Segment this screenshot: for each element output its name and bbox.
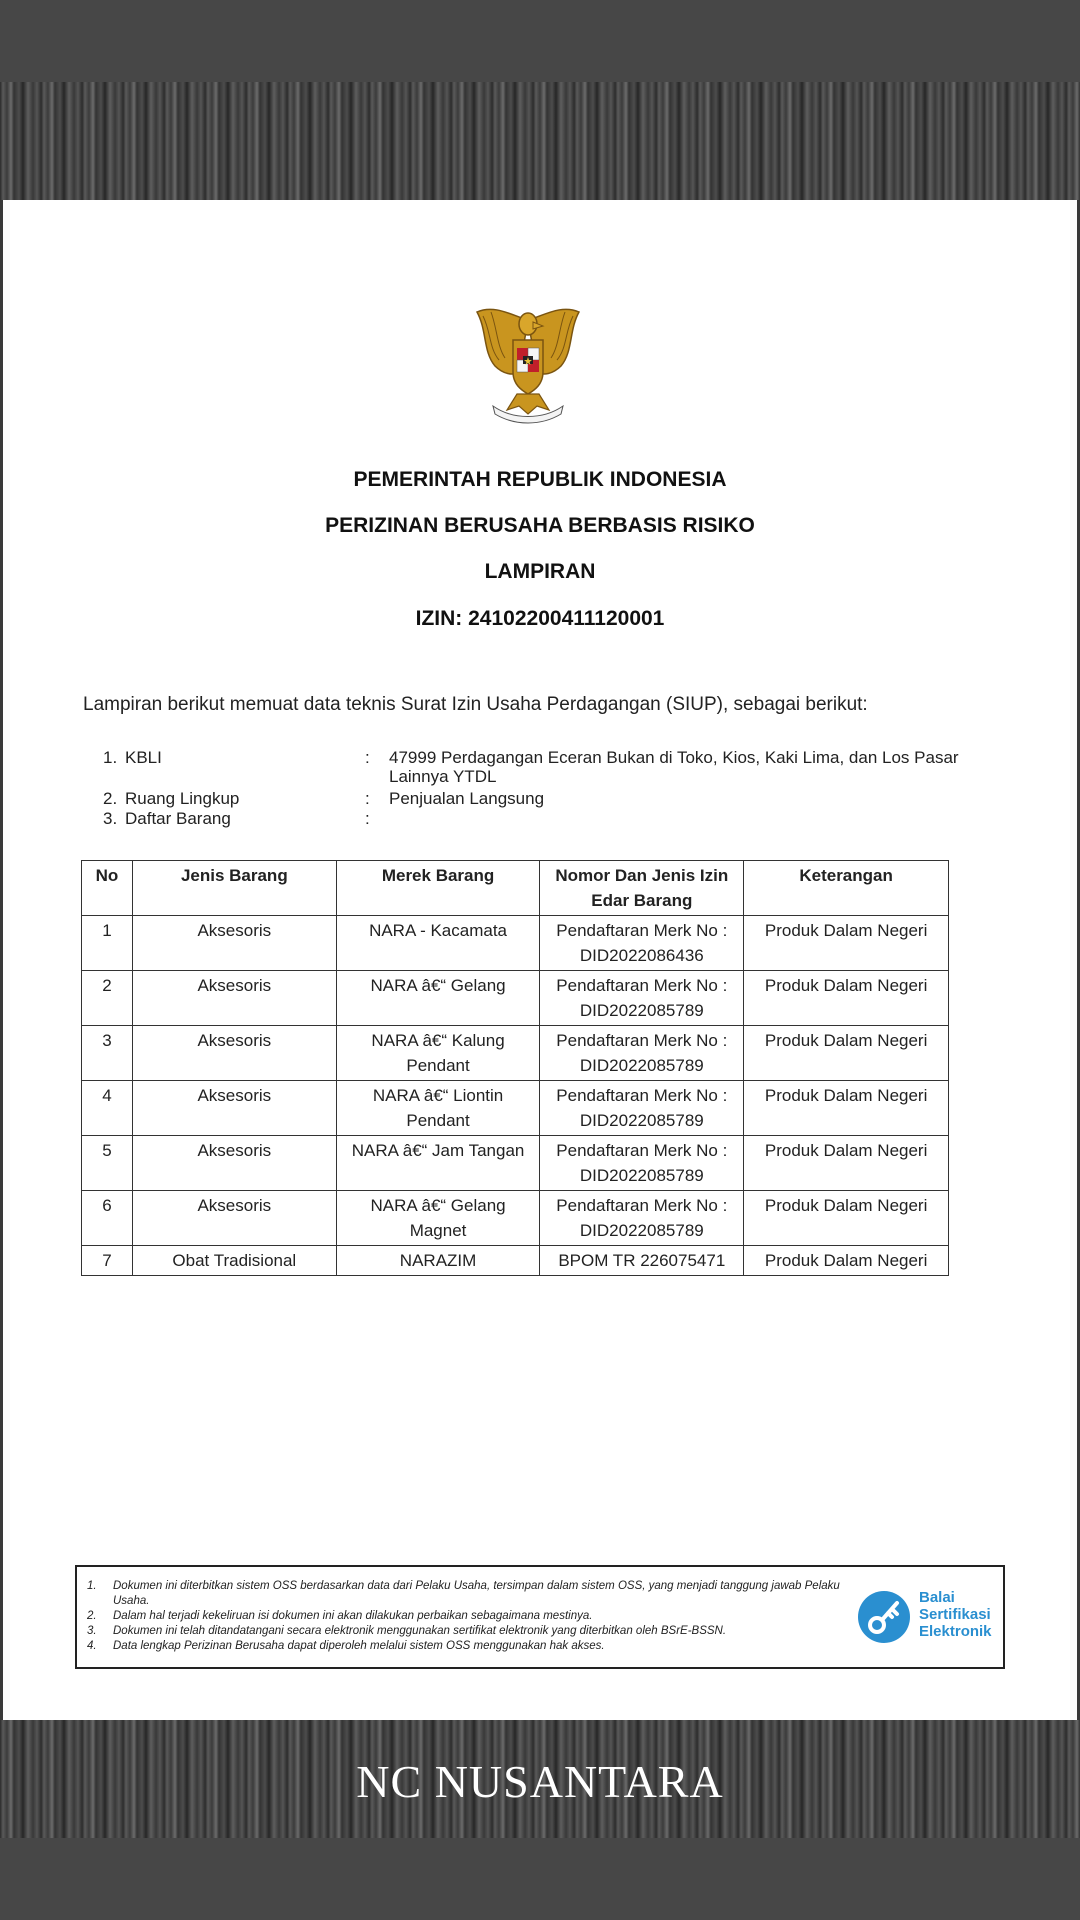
cell-merek: NARA â€“ Gelang Magnet <box>336 1191 540 1246</box>
garuda-emblem-icon <box>473 302 583 428</box>
note-text: Dalam hal terjadi kekeliruan isi dokumen ini akan dilakukan perbaikan sebagaimana mestinya. <box>113 1610 593 1622</box>
footer-note <box>87 1609 847 1624</box>
cell-no: 5 <box>82 1136 133 1191</box>
info-item-colon: : <box>365 748 370 767</box>
attachment-title: LAMPIRAN <box>484 560 596 583</box>
cell-jenis: Aksesoris <box>132 1081 336 1136</box>
cell-merek: NARAZIM <box>336 1246 540 1276</box>
permit-title: PERIZINAN BERUSAHA BERBASIS RISIKO <box>325 514 755 537</box>
cell-jenis: Obat Tradisional <box>132 1246 336 1276</box>
cell-no: 6 <box>82 1191 133 1246</box>
table-row <box>82 1246 949 1276</box>
cell-keterangan: Produk Dalam Negeri <box>744 1136 949 1191</box>
note-text: Dokumen ini diterbitkan sistem OSS berdasarkan data dari Pelaku Usaha, tersimpan dalam sistem OSS, yang menjadi tanggung jawab Pelaku Usaha. <box>113 1580 840 1607</box>
table-row <box>82 1026 949 1081</box>
cell-no: 1 <box>82 916 133 971</box>
info-item-number: 2. <box>103 789 118 808</box>
info-item-colon: : <box>365 809 370 828</box>
cell-keterangan: Produk Dalam Negeri <box>744 916 949 971</box>
note-text: Dokumen ini telah ditandatangani secara elektronik menggunakan sertifikat elektronik yang diterbitkan oleh BSrE-BSSN. <box>113 1625 727 1637</box>
cell-izin: Pendaftaran Merk No : DID2022085789 <box>540 1191 744 1246</box>
header-merek-barang: Merek Barang <box>336 861 540 916</box>
info-item-label: KBLI <box>125 748 162 767</box>
info-item-value: Penjualan Langsung <box>389 789 545 808</box>
cell-jenis: Aksesoris <box>132 1136 336 1191</box>
header-keterangan: Keterangan <box>744 861 949 916</box>
table-row <box>82 1136 949 1191</box>
cell-jenis: Aksesoris <box>132 971 336 1026</box>
cell-no: 7 <box>82 1246 133 1276</box>
footer-notes-box <box>75 1565 1005 1669</box>
wood-background-top <box>0 82 1080 200</box>
cell-merek: NARA â€“ Liontin Pendant <box>336 1081 540 1136</box>
cell-jenis: Aksesoris <box>132 916 336 971</box>
cell-izin: Pendaftaran Merk No : DID2022085789 <box>540 1026 744 1081</box>
info-item-label: Ruang Lingkup <box>125 789 240 808</box>
cell-no: 3 <box>82 1026 133 1081</box>
table-row <box>82 916 949 971</box>
note-number: 3. <box>87 1625 97 1637</box>
note-text: Data lengkap Perizinan Berusaha dapat diperoleh melalui sistem OSS menggunakan hak akses. <box>113 1640 605 1652</box>
brand-watermark: NC NUSANTARA <box>356 1756 724 1807</box>
bsre-line-3: Elektronik <box>919 1623 992 1640</box>
permit-number: IZIN: 24102200411120001 <box>415 607 665 630</box>
footer-note <box>87 1639 847 1654</box>
table-row <box>82 1191 949 1246</box>
bsre-line-2: Sertifikasi <box>919 1606 991 1623</box>
goods-table <box>81 860 949 1276</box>
cell-izin: Pendaftaran Merk No : DID2022086436 <box>540 916 744 971</box>
document-page <box>3 200 1077 1720</box>
note-number: 1. <box>87 1580 97 1592</box>
table-header-row <box>82 861 949 916</box>
cell-jenis: Aksesoris <box>132 1191 336 1246</box>
info-item-number: 3. <box>103 809 118 828</box>
cell-merek: NARA â€“ Gelang <box>336 971 540 1026</box>
info-item-value: 47999 Perdagangan Eceran Bukan di Toko, Kios, Kaki Lima, dan Los Pasar Lainnya YTDL <box>389 748 959 786</box>
info-item-label: Daftar Barang <box>125 809 231 828</box>
cell-keterangan: Produk Dalam Negeri <box>744 1081 949 1136</box>
header-jenis-barang: Jenis Barang <box>132 861 336 916</box>
cell-merek: NARA - Kacamata <box>336 916 540 971</box>
cell-izin: BPOM TR 226075471 <box>540 1246 744 1276</box>
table-row <box>82 1081 949 1136</box>
cell-keterangan: Produk Dalam Negeri <box>744 971 949 1026</box>
cell-no: 4 <box>82 1081 133 1136</box>
info-item-colon: : <box>365 789 370 808</box>
cell-keterangan: Produk Dalam Negeri <box>744 1246 949 1276</box>
cell-merek: NARA â€“ Jam Tangan <box>336 1136 540 1191</box>
bsre-logo <box>857 1587 997 1653</box>
top-bar <box>0 0 1080 82</box>
cell-keterangan: Produk Dalam Negeri <box>744 1191 949 1246</box>
bsre-logo-text <box>919 1589 992 1640</box>
note-number: 4. <box>87 1640 97 1652</box>
cell-jenis: Aksesoris <box>132 1026 336 1081</box>
cell-no: 2 <box>82 971 133 1026</box>
bsre-line-1: Balai <box>919 1589 955 1606</box>
header-no: No <box>82 861 133 916</box>
cell-izin: Pendaftaran Merk No : DID2022085789 <box>540 1136 744 1191</box>
header-izin-edar: Nomor Dan Jenis Izin Edar Barang <box>540 861 744 916</box>
intro-text: Lampiran berikut memuat data teknis Surat Izin Usaha Perdagangan (SIUP), sebagai berikut: <box>83 694 868 715</box>
note-number: 2. <box>87 1610 97 1622</box>
bottom-bar <box>0 1838 1080 1920</box>
footer-note <box>87 1624 847 1639</box>
footer-note <box>87 1579 847 1609</box>
government-title: PEMERINTAH REPUBLIK INDONESIA <box>353 468 727 491</box>
table-row <box>82 971 949 1026</box>
info-item-number: 1. <box>103 748 118 767</box>
bsre-key-icon <box>857 1587 911 1647</box>
cell-izin: Pendaftaran Merk No : DID2022085789 <box>540 1081 744 1136</box>
cell-merek: NARA â€“ Kalung Pendant <box>336 1026 540 1081</box>
cell-izin: Pendaftaran Merk No : DID2022085789 <box>540 971 744 1026</box>
cell-keterangan: Produk Dalam Negeri <box>744 1026 949 1081</box>
footer-notes-list <box>87 1579 847 1654</box>
